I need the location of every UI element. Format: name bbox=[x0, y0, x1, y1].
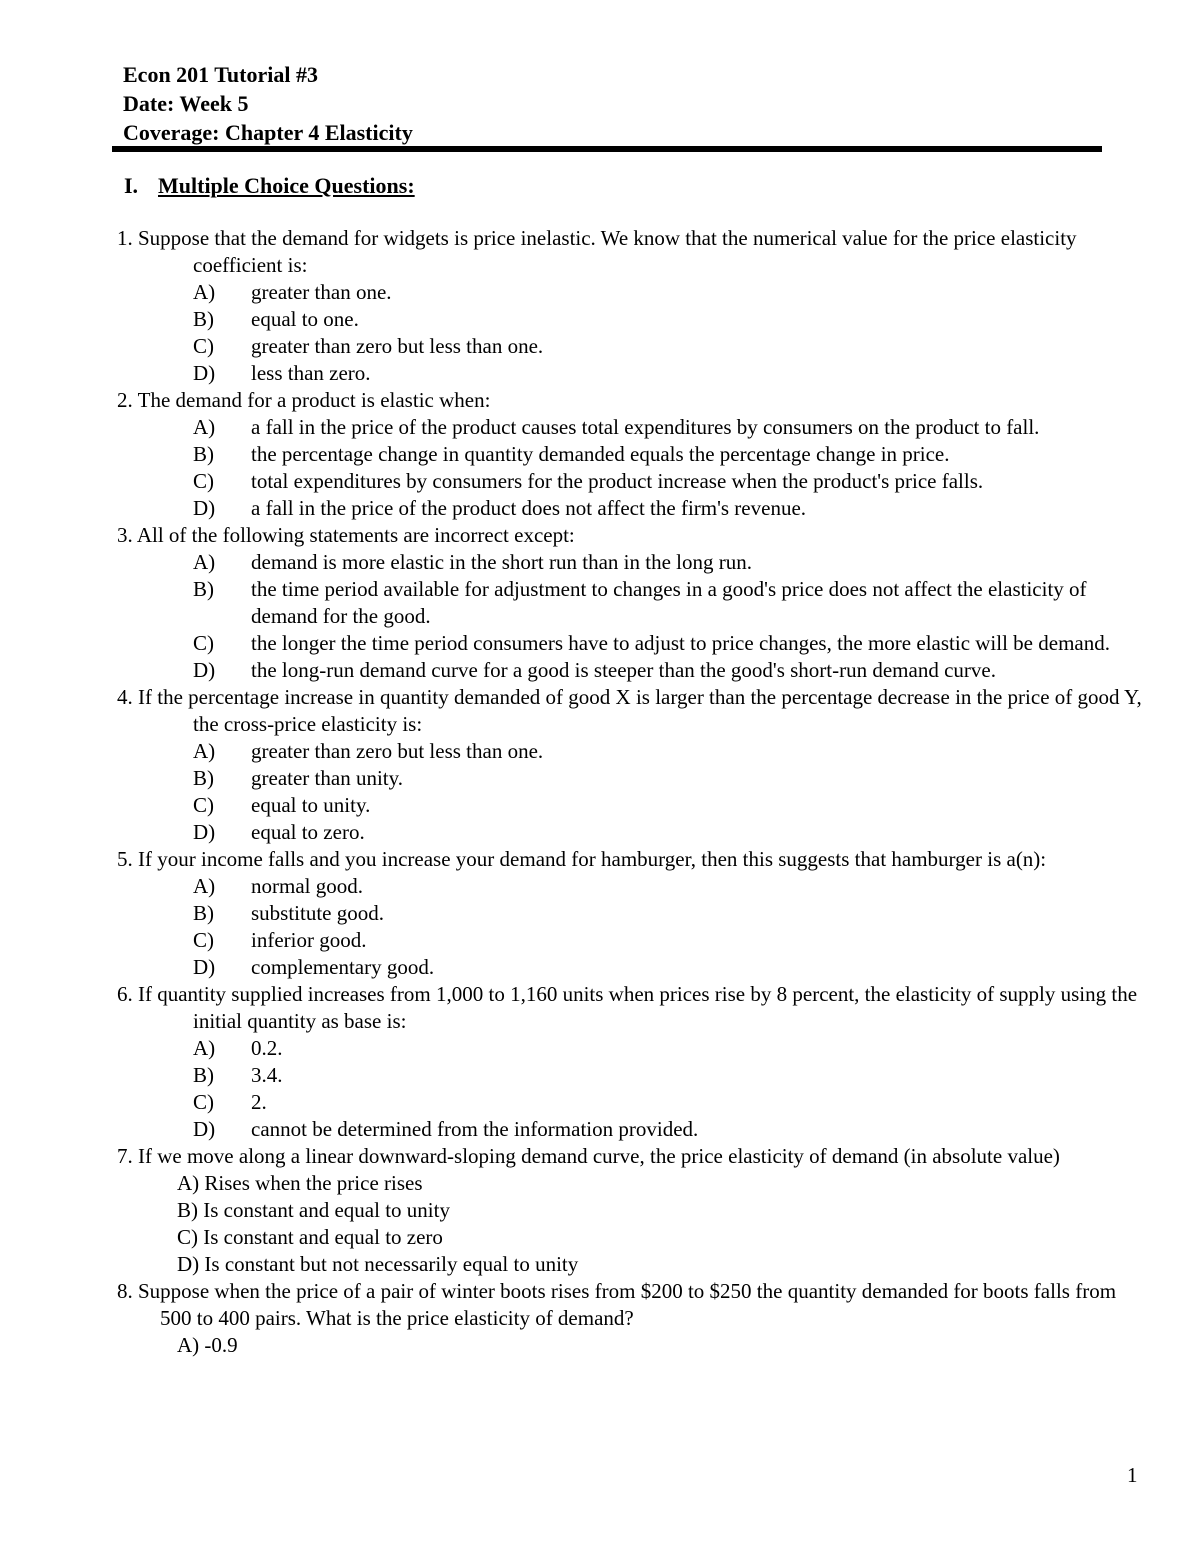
option-letter: C) bbox=[193, 1090, 214, 1114]
header-divider bbox=[112, 146, 1102, 152]
option-d: D) Is constant but not necessarily equal to unity bbox=[177, 1252, 579, 1276]
option-text: greater than unity. bbox=[251, 766, 403, 790]
option-text: a fall in the price of the product does not affect the firm's revenue. bbox=[251, 496, 807, 520]
option-text: total expenditures by consumers for the product increase when the product's price falls. bbox=[251, 469, 984, 493]
question-4 bbox=[117, 684, 1147, 846]
option-letter: D) bbox=[193, 496, 216, 520]
option-a: A) Rises when the price rises bbox=[177, 1171, 423, 1195]
question-stem: 2. The demand for a product is elastic when: bbox=[117, 388, 491, 412]
option-text: 3.4. bbox=[251, 1063, 283, 1087]
section-number: I. bbox=[124, 173, 139, 198]
option-letter: B) bbox=[193, 1063, 214, 1087]
option-letter: D) bbox=[193, 658, 216, 682]
option-letter: B) bbox=[193, 577, 214, 601]
option-c bbox=[117, 792, 1147, 819]
option-letter: D) bbox=[193, 820, 216, 844]
option-text: greater than one. bbox=[251, 280, 392, 304]
option-letter: C) bbox=[193, 334, 214, 358]
option-text: the percentage change in quantity demanded equals the percentage change in price. bbox=[251, 442, 950, 466]
option-text: less than zero. bbox=[251, 361, 371, 385]
option-text: the time period available for adjustment to changes in a good's price does not affect the elasticity of demand for the good. bbox=[251, 577, 1087, 628]
option-text: equal to unity. bbox=[251, 793, 371, 817]
option-letter: D) bbox=[193, 1117, 216, 1141]
option-c bbox=[117, 468, 1147, 495]
option-b bbox=[117, 576, 1147, 630]
option-a bbox=[117, 738, 1147, 765]
question-stem: 1. Suppose that the demand for widgets is price inelastic. We know that the numerical value for the price elasticity coefficient is: bbox=[117, 226, 1077, 277]
option-d bbox=[117, 1116, 1147, 1143]
option-text: greater than zero but less than one. bbox=[251, 739, 544, 763]
question-stem: 6. If quantity supplied increases from 1,000 to 1,160 units when prices rise by 8 percent, the elasticity of supply using the initial quantity as base is: bbox=[117, 982, 1138, 1033]
option-letter: C) bbox=[193, 928, 214, 952]
option-text: 2. bbox=[251, 1090, 267, 1114]
section-heading bbox=[124, 172, 415, 200]
option-a bbox=[117, 414, 1147, 441]
option-letter: D) bbox=[193, 361, 216, 385]
option-b bbox=[117, 1062, 1147, 1089]
option-letter: A) bbox=[193, 550, 216, 574]
question-1 bbox=[117, 225, 1147, 387]
question-8 bbox=[117, 1278, 1147, 1359]
document-header bbox=[123, 60, 413, 147]
question-2 bbox=[117, 387, 1147, 522]
option-text: demand is more elastic in the short run than in the long run. bbox=[251, 550, 752, 574]
option-text: the longer the time period consumers have to adjust to price changes, the more elastic will be demand. bbox=[251, 631, 1110, 655]
option-a bbox=[117, 279, 1147, 306]
option-c bbox=[117, 1089, 1147, 1116]
option-letter: A) bbox=[193, 739, 216, 763]
course-title: Econ 201 Tutorial #3 bbox=[123, 62, 318, 87]
option-letter: A) bbox=[193, 280, 216, 304]
option-letter: C) bbox=[193, 631, 214, 655]
question-stem: 7. If we move along a linear downward-sloping demand curve, the price elasticity of demand (in absolute value) bbox=[117, 1144, 1060, 1168]
option-text: substitute good. bbox=[251, 901, 385, 925]
option-text: normal good. bbox=[251, 874, 363, 898]
page-number: 1 bbox=[1127, 1463, 1138, 1487]
option-text: equal to one. bbox=[251, 307, 359, 331]
option-letter: A) bbox=[193, 1036, 216, 1060]
option-a bbox=[117, 873, 1147, 900]
option-d bbox=[117, 360, 1147, 387]
option-b bbox=[117, 900, 1147, 927]
option-text: equal to zero. bbox=[251, 820, 365, 844]
option-letter: C) bbox=[193, 469, 214, 493]
option-text: greater than zero but less than one. bbox=[251, 334, 544, 358]
option-d bbox=[117, 657, 1147, 684]
section-title: Multiple Choice Questions: bbox=[158, 173, 415, 198]
option-letter: C) bbox=[193, 793, 214, 817]
question-3 bbox=[117, 522, 1147, 684]
option-letter: B) bbox=[193, 442, 214, 466]
question-stem: 8. Suppose when the price of a pair of winter boots rises from $200 to $250 the quantity demanded for boots falls from 500 to 400 pairs. What is the price elasticity of demand? bbox=[117, 1279, 1117, 1330]
option-letter: A) bbox=[193, 874, 216, 898]
option-text: the long-run demand curve for a good is steeper than the good's short-run demand curve. bbox=[251, 658, 996, 682]
coverage-line: Coverage: Chapter 4 Elasticity bbox=[123, 120, 413, 145]
option-letter: A) bbox=[193, 415, 216, 439]
option-b bbox=[117, 306, 1147, 333]
question-6 bbox=[117, 981, 1147, 1143]
option-d bbox=[117, 819, 1147, 846]
option-letter: B) bbox=[193, 766, 214, 790]
option-d bbox=[117, 954, 1147, 981]
option-a: A) -0.9 bbox=[177, 1333, 238, 1357]
option-letter: D) bbox=[193, 955, 216, 979]
question-stem: 4. If the percentage increase in quantity demanded of good X is larger than the percentage decrease in the price of good Y, the cross-price elasticity is: bbox=[117, 685, 1142, 736]
option-b: B) Is constant and equal to unity bbox=[177, 1198, 450, 1222]
option-b bbox=[117, 765, 1147, 792]
option-c bbox=[117, 927, 1147, 954]
option-text: inferior good. bbox=[251, 928, 367, 952]
option-c bbox=[117, 630, 1147, 657]
option-b bbox=[117, 441, 1147, 468]
question-stem: 3. All of the following statements are incorrect except: bbox=[117, 523, 575, 547]
tutorial-date: Date: Week 5 bbox=[123, 91, 249, 116]
option-c: C) Is constant and equal to zero bbox=[177, 1225, 443, 1249]
option-d bbox=[117, 495, 1147, 522]
option-letter: B) bbox=[193, 307, 214, 331]
question-list bbox=[117, 225, 1147, 1359]
question-5 bbox=[117, 846, 1147, 981]
option-letter: B) bbox=[193, 901, 214, 925]
option-c bbox=[117, 333, 1147, 360]
option-text: cannot be determined from the information provided. bbox=[251, 1117, 699, 1141]
option-text: complementary good. bbox=[251, 955, 435, 979]
option-text: a fall in the price of the product causes total expenditures by consumers on the product to fall. bbox=[251, 415, 1040, 439]
option-a bbox=[117, 549, 1147, 576]
question-stem: 5. If your income falls and you increase your demand for hamburger, then this suggests that hamburger is a(n): bbox=[117, 847, 1047, 871]
question-7 bbox=[117, 1143, 1147, 1278]
option-text: 0.2. bbox=[251, 1036, 283, 1060]
option-a bbox=[117, 1035, 1147, 1062]
